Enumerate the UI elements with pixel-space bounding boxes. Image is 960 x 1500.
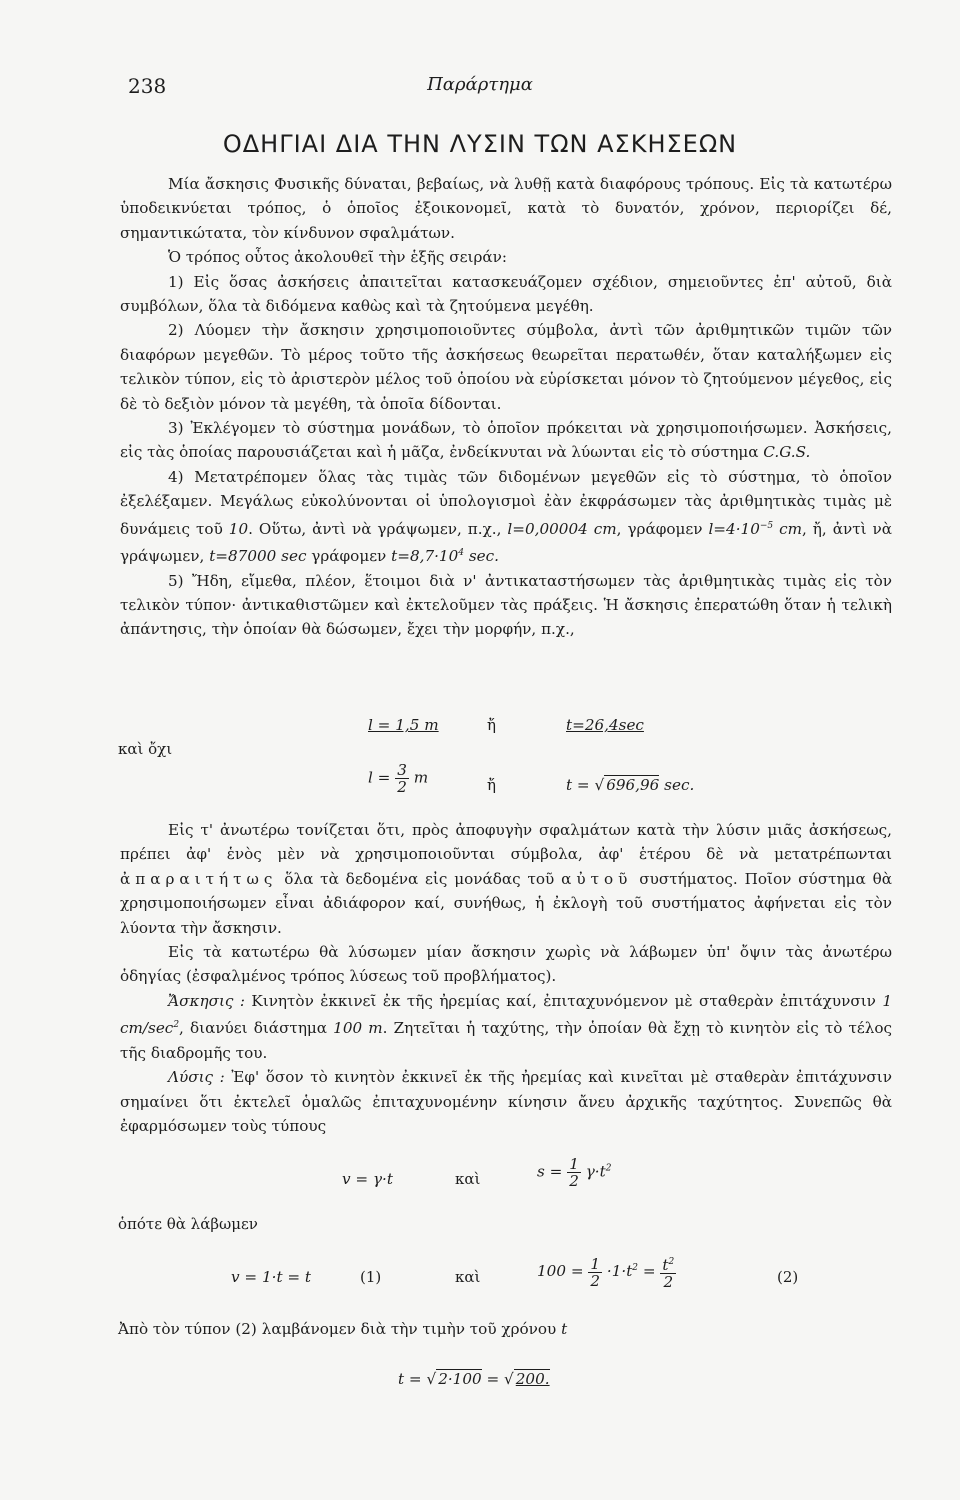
bad-form-2-radicand: 696,96 — [606, 776, 660, 794]
step-4-example-2-base: l=4·10 — [708, 519, 760, 538]
good-form-2: t=26,4sec — [566, 716, 644, 734]
page-number: 238 — [128, 74, 167, 98]
emphasis-paragraph — [120, 818, 892, 940]
step-4 — [120, 465, 892, 569]
step-4-text-d: , ἤ, ἀντὶ νὰ γράψωμεν, — [120, 519, 893, 566]
step-4-example-3: t=87000 sec — [209, 547, 307, 566]
final-equation-radicand-1: 2·100 — [438, 1370, 482, 1388]
fraction-numerator: 1 — [569, 1155, 579, 1173]
exercise-label: Ἄσκησις : — [168, 991, 245, 1010]
bad-form-2: t = √ 696,96 sec. — [566, 776, 695, 794]
good-form-1: l = 1,5 m — [368, 716, 439, 734]
equation-2-equals: = — [642, 1262, 656, 1281]
bad-form-2-lhs: t = — [566, 776, 590, 794]
fraction-one-half — [588, 1256, 602, 1289]
fraction-denominator: 2 — [397, 778, 407, 796]
equation-distance-rhs: γ·t — [585, 1162, 606, 1181]
step-3-text: 3) Ἐκλέγομεν τὸ σύστημα μονάδων, τὸ ὁποῖον πρόκειται νὰ χρησιμοποιήσωμεν. Ἀσκήσεις, εἰς τὰς ὁποίας παρουσιάζεται καὶ ἡ μᾶζα, ἐνδείκνυται νὰ λύωνται εἰς τὸ σύστημα — [120, 419, 892, 462]
example-intro: Εἰς τὰ κατωτέρω θὰ λύσωμεν μίαν ἄσκησιν χωρὶς νὰ λάβωμεν ὑπ' ὄψιν τὰς ἀνωτέρω ὁδηγίας (ἐσφαλμένος τρόπος λύσεως τοῦ προβλήματος). — [120, 943, 892, 986]
emphasis-text-b: ὅλα τὰ δεδομένα εἰς μονάδας τοῦ — [284, 869, 555, 888]
fraction-denominator: 2 — [569, 1172, 579, 1190]
emphasis-text-c: συστήματος. Ποῖον σύστημα θὰ χρησιμοποιήσωμεν εἶναι ἀδιάφορον καί, συνήθως, ἡ ἐκλογὴ τοῦ συστήματος ἀφήνεται εἰς τὸν λύοντα τὴν ἄσκησιν. — [120, 869, 893, 937]
intro-paragraph: Μία ἄσκησις Φυσικῆς δύναται, βεβαίως, νὰ λυθῇ κατὰ διαφόρους τρόπους. Εἰς τὰ κατωτέρω ὑποδεικνύεται τρόπος, ὁ ὁποῖος ἐξοικονομεῖ, κατὰ τὸ δυνατόν, χρόνον, περιορίζει δέ, σημαντικώτατα, τὸν κίνδυνον σφαλμάτων. — [120, 175, 892, 242]
fraction-numerator: 1 — [590, 1254, 601, 1273]
fraction-denominator: 2 — [663, 1273, 674, 1292]
fraction-numerator: 3 — [397, 761, 407, 779]
step-4-text-b: . Οὕτω, ἀντὶ νὰ γράψωμεν, π.χ., — [248, 519, 502, 538]
equation-2 — [537, 1254, 676, 1290]
fraction-denominator: 2 — [590, 1271, 601, 1290]
bad-form-1-unit: m — [413, 768, 429, 787]
equation-2-lhs: 100 = — [537, 1262, 584, 1281]
instructions-block — [120, 172, 892, 642]
step-4-example-2-exp: −5 — [759, 520, 774, 531]
good-form-or: ἤ — [487, 716, 496, 734]
equation-distance-exp: 2 — [605, 1163, 612, 1174]
final-equation-radicand-2: 200. — [515, 1370, 550, 1388]
bad-form-1 — [368, 762, 428, 795]
fraction-one-half — [567, 1156, 581, 1189]
final-equation: t = √ 2·100 = √ 200. — [398, 1370, 550, 1388]
equation-2-and: καὶ — [455, 1268, 481, 1286]
fraction-numerator-exp: 2 — [668, 1257, 675, 1267]
step-4-text: 4) Μετατρέπομεν ὅλας τὰς τιμὰς τῶν διδομένων μεγεθῶν εἰς τὸ σύστημα, τὸ ὁποῖον ἐξελέξαμεν. Μεγάλως εὐκολύνονται οἱ ὑπολογισμοὶ ἐὰν ἐκφράσωμεν τὰς ἀριθμητικὰς τιμὰς μὲ δυνάμεις τοῦ — [120, 467, 892, 538]
step-3 — [120, 416, 892, 465]
step-4-example-4: $t=8,7\cdot 10^4$ sec. — [391, 547, 499, 566]
not-label: καὶ ὄχι — [118, 740, 173, 758]
exercise-distance: 100 m — [333, 1019, 383, 1038]
equation-distance — [537, 1156, 611, 1189]
equation-2-mid: ·1·t — [606, 1262, 633, 1281]
step-3-system: C.G.S. — [763, 443, 811, 462]
equation-2-label: (2) — [777, 1268, 799, 1286]
example-block — [120, 818, 892, 1138]
fraction-numerator — [660, 1254, 676, 1274]
equation-distance-lhs: s = — [537, 1162, 563, 1181]
final-equation-equals: = — [486, 1370, 500, 1388]
solution-text: Ἐφ' ὅσον τὸ κινητὸν ἐκκινεῖ ἐκ τῆς ἠρεμίας καὶ κινεῖται μὲ σταθερὰν ἐπιτάχυνσιν σημαίνει ὅτι ἐκτελεῖ ὁμαλῶς ἐπιταχυνομένην κίνησιν ἄνευ ἀρχικῆς ταχύτητος. Συνεπῶς θὰ ἐφαρμόσωμεν τοὺς τύπους — [120, 1068, 892, 1135]
exercise-text-c: . Ζητεῖται ἡ ταχύτης, τὴν ὁποίαν θὰ ἔχῃ τὸ κινητὸν εἰς τὸ τέλος τῆς διαδρομῆς του. — [120, 1019, 893, 1062]
emphasis-text-a: Εἰς τ' ἀνωτέρω τονίζεται ὅτι, πρὸς ἀποφυγὴν σφαλμάτων κατὰ τὴν λύσιν μιᾶς ἀσκήσεως, πρέπει ἀφ' ἑνὸς μὲν νὰ χρησιμοποιοῦνται σύμβολα, ἀφ' ἑτέρου δὲ νὰ μετατρέπωνται — [120, 821, 892, 864]
step-4-text-c: , γράφομεν — [616, 519, 703, 538]
equation-and: καὶ — [455, 1170, 481, 1188]
step-4-example-2 — [708, 520, 802, 538]
then-text: ὁπότε θὰ λάβωμεν — [118, 1215, 258, 1233]
step-4-example-2-unit: cm — [773, 519, 803, 538]
equation-1-label: (1) — [360, 1268, 382, 1286]
fraction-t-squared-half — [660, 1254, 676, 1290]
emphasis-word-necessarily: ἀπαραιτήτως — [120, 869, 278, 888]
exercise-text-a: Κινητὸν ἐκκινεῖ ἐκ τῆς ἠρεμίας καί, ἐπιταχυνόμενον μὲ σταθερὰν ἐπιτάχυνσιν — [244, 991, 876, 1010]
from-formula-sentence: Ἀπὸ τὸν τύπον (2) λαμβάνομεν διὰ τὴν τιμὴν τοῦ χρόνου — [118, 1320, 557, 1338]
step-5: 5) Ἤδη, εἴμεθα, πλέον, ἕτοιμοι διὰ ν' ἀντικαταστήσωμεν τὰς ἀριθμητικὰς τιμὰς εἰς τὸν τελικὸν τύπον· ἀντικαθιστῶμεν καὶ ἐκτελοῦμεν τὰς πράξεις. Ἡ ἄσκησις ἐπερατώθη ὅταν ἡ τελικὴ ἀπάντησις, τὴν ὁποίαν θὰ δώσωμεν, ἔχει τὴν μορφήν, π.χ., — [120, 571, 892, 639]
solution-paragraph — [120, 1065, 892, 1138]
step-4-text-e: γράφομεν — [306, 547, 387, 566]
section-heading: ΟΔΗΓΙΑΙ ΔΙΑ ΤΗΝ ΛΥΣΙΝ ΤΩΝ ΑΣΚΗΣΕΩΝ — [222, 130, 738, 158]
running-title: Παράρτημα — [427, 74, 533, 95]
step-1: 1) Εἰς ὅσας ἀσκήσεις ἀπαιτεῖται κατασκευάζομεν σχέδιον, σημειοῦντες ἐπ' αὐτοῦ, διὰ συμβόλων, ὅλα τὰ διδόμενα καθὼς καὶ τὰ ζητούμενα μεγέθη. — [120, 272, 892, 316]
bad-form-or: ἤ — [487, 776, 496, 794]
emphasis-word-same: αὐτοῦ — [561, 869, 633, 888]
step-4-example-4-exp: 4 — [458, 548, 464, 559]
equation-velocity: v = γ·t — [342, 1170, 393, 1188]
from-formula-text — [118, 1320, 567, 1338]
exercise-statement — [120, 989, 892, 1065]
step-4-example-1: l=0,00004 cm — [507, 519, 617, 538]
bad-form-2-unit: sec. — [664, 776, 695, 794]
method-intro: Ὁ τρόπος οὗτος ἀκολουθεῖ τὴν ἑξῆς σειράν: — [168, 248, 507, 267]
from-formula-variable: t — [561, 1320, 568, 1338]
fraction-three-halves — [395, 762, 409, 795]
step-4-example-4-unit: sec — [464, 547, 495, 566]
step-4-example-4-base: t=8,7·10 — [391, 547, 459, 566]
bad-form-1-lhs: l = — [368, 768, 391, 787]
exercise-text-b: , διανύει διάστημα — [179, 1019, 328, 1038]
final-equation-lhs: t = — [398, 1370, 422, 1388]
step-2: 2) Λύομεν τὴν ἄσκησιν χρησιμοποιοῦντες σύμβολα, ἀντὶ τῶν ἀριθμητικῶν τιμῶν τῶν διαφόρων μεγεθῶν. Τὸ μέρος τοῦτο τῆς ἀσκήσεως θεωρεῖται περατωθέν, ὅταν καταλήξωμεν εἰς τελικὸν τύπον, εἰς τὸ ἀριστερὸν μέλος τοῦ ὁποίου νὰ εὑρίσκεται μόνον τὸ ζητούμενον μέγεθος, εἰς δὲ τὸ δεξιὸν μόνον τὰ μεγέθη, τὰ ὁποῖα δίδονται. — [120, 321, 892, 413]
equation-1: v = 1·t = t — [231, 1268, 312, 1286]
exercise-acceleration-value: 1 cm/sec — [120, 991, 892, 1038]
exercise-acceleration-exp: 2 — [173, 1020, 180, 1031]
solution-label: Λύσις : — [168, 1068, 225, 1087]
equation-2-mid-exp: 2 — [632, 1262, 639, 1273]
step-4-ten: 10 — [228, 519, 249, 538]
fraction-numerator-base: t — [662, 1256, 669, 1275]
